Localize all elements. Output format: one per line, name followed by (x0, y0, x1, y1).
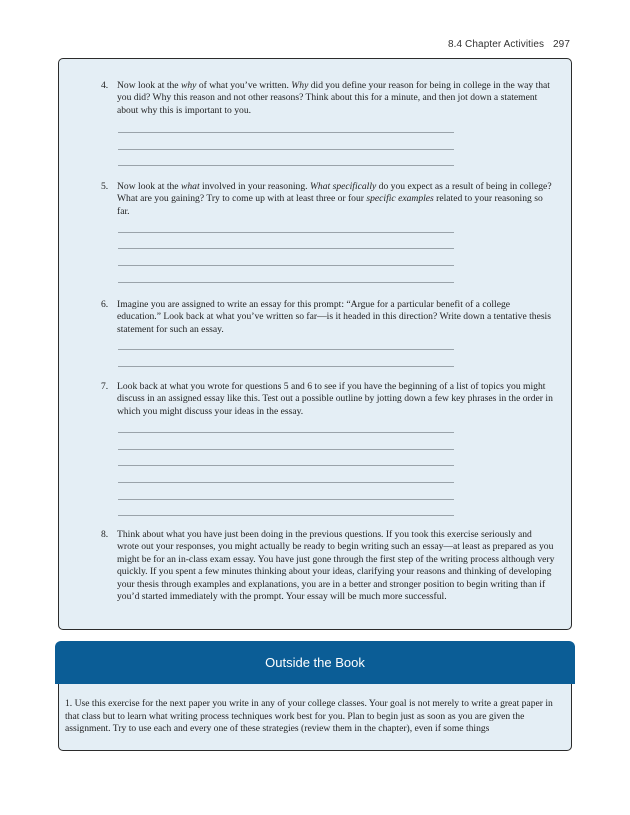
text-run: Think about what you have just been doing in the previous questions. If you took this exercise seriously and wrote out your responses, you might actually be ready to begin writing such an essay—at least as prepared as you might be for an in-class exam essay. You have just gone through the first step of the writing process although very quickly. If you spent a few minutes thinking about your ideas, clarifying your reasons and thinking of developing your thesis through examples and explanations, you are in a better and stronger position to begin writing than if you’d started immediately with the prompt. Your essay will be much more successful. (117, 529, 555, 603)
answer-line[interactable] (118, 165, 454, 166)
text-run: related to your reasoning so far. (117, 193, 543, 217)
question-number: 7. (101, 381, 109, 392)
outside-the-book-box (55, 641, 575, 751)
emphasis-text: why (180, 80, 197, 91)
emphasis-text: Why (291, 80, 309, 91)
question-number: 6. (101, 299, 109, 310)
outside-the-book-title: Outside the Book (265, 655, 365, 670)
question-text (117, 80, 556, 117)
text-run: Look back at what you wrote for questions 5 and 6 to see if you have the beginning of a list of topics you might discuss in an assigned essay like this. Test out a possible outline by jotting down a few key phrases in the order in which you might discuss your ideas in the essay. (117, 381, 553, 417)
answer-line[interactable] (118, 515, 454, 516)
question-text (117, 381, 556, 418)
answer-line[interactable] (118, 149, 454, 150)
text-run: involved in your reasoning. (199, 181, 310, 192)
question-7 (101, 381, 556, 418)
outside-the-book-body (58, 684, 572, 751)
chapter-activities-box (58, 58, 572, 630)
answer-line[interactable] (118, 499, 454, 500)
question-8 (101, 529, 556, 603)
question-5 (101, 181, 556, 218)
text-run: of what you’ve written. (196, 80, 292, 91)
answer-line[interactable] (118, 248, 454, 249)
running-header (448, 39, 570, 50)
answer-line[interactable] (118, 482, 454, 483)
question-4 (101, 80, 556, 117)
answer-line[interactable] (118, 265, 454, 266)
question-text (117, 299, 556, 336)
emphasis-text: What specifically (309, 181, 377, 192)
answer-line[interactable] (118, 432, 454, 433)
text-run: do you expect as a result of being in college? What are you gaining? Try to come up with at least three or four (117, 181, 552, 205)
question-number: 4. (101, 80, 109, 91)
question-number: 8. (101, 529, 109, 540)
text-run: Now look at the (117, 181, 181, 192)
text-run: Imagine you are assigned to write an essay for this prompt: “Argue for a particular benefit of a college education.” Look back at what you’ve written so far—is it headed in this direction? Write down a tentative thesis statement for such an essay. (117, 299, 551, 335)
answer-line[interactable] (118, 132, 454, 133)
section-title: 8.4 Chapter Activities (447, 39, 545, 50)
answer-line[interactable] (118, 465, 454, 466)
answer-line[interactable] (118, 366, 454, 367)
answer-line[interactable] (118, 232, 454, 233)
question-text (117, 529, 556, 603)
text-run: Now look at the (117, 80, 181, 91)
question-6 (101, 299, 556, 336)
question-text (117, 181, 556, 218)
page-number: 297 (553, 39, 570, 50)
text-run: did you define your reason for being in college in the way that you did? Why this reason and not other reasons? Think about this for a minute, and then jot down a statement about why this is important to you. (117, 80, 550, 116)
answer-line[interactable] (118, 282, 454, 283)
answer-line[interactable] (118, 449, 454, 450)
outside-the-book-text: 1. Use this exercise for the next paper you write in any of your college classes. Your goal is not merely to write a great paper in that class but to learn what writing process techniques work best for you. Plan to begin just as soon as you are given the assignment. Try to use each and every one of these strategies (review them in the chapter), even if some things (65, 698, 553, 735)
answer-line[interactable] (118, 349, 454, 350)
outside-the-book-header (55, 641, 575, 684)
emphasis-text: what (180, 181, 200, 192)
emphasis-text: specific examples (366, 193, 434, 205)
question-number: 5. (101, 181, 109, 192)
